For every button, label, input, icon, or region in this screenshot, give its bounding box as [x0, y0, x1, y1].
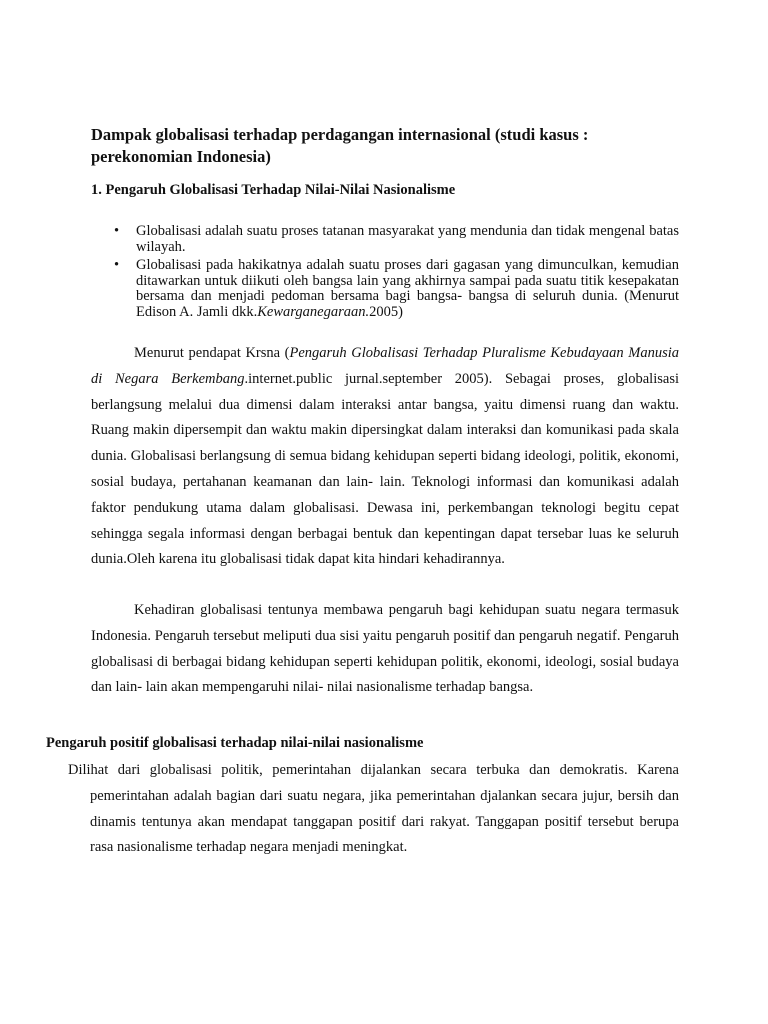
bullet-glyph: • [114, 223, 120, 239]
paragraph-citation-italic: Pengaruh Globalisasi Terhadap Pluralisme Kebudayaan Manusia di Negara Berkembang [91, 345, 679, 387]
section-heading-nasionalisme: 1. Pengaruh Globalisasi Terhadap Nilai-Nilai Nasionalisme [91, 182, 456, 198]
bullet-item [91, 258, 679, 320]
bullet-text: Globalisasi pada hakikatnya adalah suatu proses dari gagasan yang dimunculkan, kemudian ditawarkan untuk diikuti oleh bangsa lain yang akhirnya sampai pada suatu titik kesepakatan bersama dan menjadi pedoman bersama bagi bangsa- bangsa di seluruh dunia. (Menurut Edison A. Jamli dkk. [136, 257, 679, 320]
paragraph-text: .internet.public jurnal.september 2005). Sebagai proses, globalisasi berlangsung melalui dua dimensi dalam interaksi antar bangsa, yaitu dimensi ruang dan waktu. Ruang makin dipersempit dan waktu makin dipersingkat dalam interaksi dan komunikasi pada skala dunia. Globalisasi berlangsung di semua bidang kehidupan seperti bidang ideologi, politik, ekonomi, sosial budaya, pertahanan keamanan dan lain- lain. Teknologi informasi dan komunikasi adalah faktor pendukung utama dalam globalisasi. Dewasa ini, perkembangan teknologi begitu cepat sehingga segala informasi dengan berbagai bentuk dan kepentingan dapat tersebar luas ke seluruh dunia.Oleh karena itu globalisasi tidak dapat kita hindari kehadirannya. [91, 370, 679, 568]
bullet-item [91, 224, 679, 255]
paragraph-kehadiran: Kehadiran globalisasi tentunya membawa pengaruh bagi kehidupan suatu negara termasuk Indonesia. Pengaruh tersebut meliputi dua sisi yaitu pengaruh positif dan pengaruh negatif. Pengaruh globalisasi di berbagai bidang kehidupan seperti kehidupan politik, ekonomi, ideologi, sosial budaya dan lain- lain akan mempengaruhi nilai- nilai nasionalisme terhadap bangsa. [91, 602, 679, 696]
bullet-citation-italic: Kewarganegaraan. [257, 303, 370, 320]
paragraph-globalisasi-politik: Dilihat dari globalisasi politik, pemerintahan dijalankan secara terbuka dan demokratis. Karena pemerintahan adalah bagian dari suatu negara, jika pemerintahan djalankan secara jujur, bersih dan dinamis tentunya akan mendapat tanggapan positif dari rakyat. Tanggapan positif tersebut berupa rasa nasionalisme terhadap negara menjadi meningkat. [68, 762, 679, 856]
section-heading-pengaruh-positif: Pengaruh positif globalisasi terhadap nilai-nilai nasionalisme [46, 735, 424, 751]
paragraph-text: Menurut pendapat Krsna ( [134, 345, 290, 361]
definition-bullet-list [91, 224, 679, 324]
paragraph-krsna [91, 341, 679, 573]
document-title: Dampak globalisasi terhadap perdagangan internasional (studi kasus : perekonomian Indonesia) [91, 125, 589, 166]
bullet-glyph: • [114, 257, 120, 274]
bullet-text: Globalisasi adalah suatu proses tatanan masyarakat yang mendunia dan tidak mengenal batas wilayah. [136, 223, 679, 255]
bullet-citation-year: 2005) [369, 303, 403, 320]
